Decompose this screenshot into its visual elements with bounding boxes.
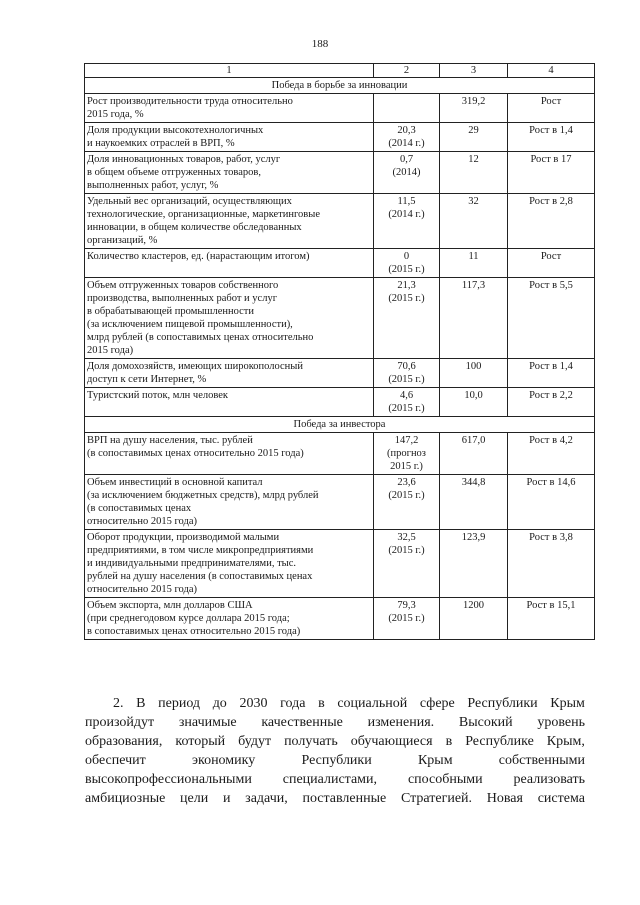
base-value-cell (374, 433, 440, 475)
indicator-name-line: в обрабатывающей промышленности (87, 306, 254, 317)
paragraph-word: в (445, 734, 453, 749)
indicator-name-line: 2015 года, % (87, 109, 144, 120)
indicator-name-cell (85, 194, 374, 249)
base-value-line: (2014 г.) (388, 209, 425, 220)
paragraph-word: Крым, (546, 734, 585, 749)
indicator-name-cell (85, 598, 374, 640)
table-row (85, 388, 595, 417)
indicator-name-line: рублей на душу населения (в сопоставимых ценах (87, 571, 313, 582)
change-cell: Рост (508, 94, 595, 123)
paragraph-word: сфере (419, 696, 455, 711)
change-cell: Рост в 4,2 (508, 433, 595, 475)
base-value-cell (374, 194, 440, 249)
paragraph-word: до (212, 696, 227, 711)
indicator-name-line: млрд рублей (в сопоставимых ценах относительно (87, 332, 314, 343)
paragraph-line (85, 713, 585, 732)
indicator-name-line: Объем отгруженных товаров собственного (87, 280, 279, 291)
target-value-cell: 117,3 (440, 278, 508, 359)
indicator-name-cell (85, 278, 374, 359)
section-title: Победа за инвестора (85, 417, 595, 433)
indicator-name-line: (за исключением бюджетных средств), млрд рублей (87, 490, 319, 501)
paragraph-line (85, 694, 585, 713)
indicator-name-cell (85, 123, 374, 152)
indicator-name-line: Объем инвестиций в основной капитал (87, 477, 263, 488)
indicator-name-line: доступ к сети Интернет, % (87, 374, 207, 385)
paragraph-word: обучающиеся (350, 734, 433, 749)
paragraph-word: 2030 (239, 696, 268, 711)
indicator-name-line: Туристский поток, млн человек (87, 390, 229, 401)
base-value-line: (2015 г.) (388, 613, 425, 624)
base-value-cell (374, 475, 440, 530)
paragraph-word: система (537, 791, 585, 806)
paragraph-word: В (136, 696, 146, 711)
paragraph-word: произойдут (85, 715, 155, 730)
change-cell: Рост в 5,5 (508, 278, 595, 359)
base-value-cell (374, 278, 440, 359)
paragraph-word: Крым (417, 753, 453, 768)
table-row (85, 278, 595, 359)
base-value-cell (374, 359, 440, 388)
paragraph-word: специалистами, (282, 772, 378, 787)
target-value-cell: 29 (440, 123, 508, 152)
base-value-cell (374, 249, 440, 278)
base-value-line: 21,3 (397, 280, 416, 291)
indicator-name-line: выполненных работ, услуг, % (87, 180, 219, 191)
paragraph-word: экономику (191, 753, 256, 768)
page-number: 188 (311, 38, 329, 50)
indicator-name-line: Доля домохозяйств, имеющих широкополосный (87, 361, 303, 372)
base-value-line: (2015 г.) (388, 545, 425, 556)
indicator-name-line: (в сопоставимых ценах относительно 2015 года) (87, 448, 304, 459)
paragraph-word: Новая (486, 791, 523, 806)
base-value-line: (2014) (392, 167, 421, 178)
paragraph-word: способными (407, 772, 483, 787)
paragraph-word: года (280, 696, 306, 711)
target-value-cell: 123,9 (440, 530, 508, 598)
indicator-name-line: инновации, в общем количестве обследованных (87, 222, 302, 233)
indicator-name-line: относительно 2015 года) (87, 584, 197, 595)
section-row (85, 417, 595, 433)
paragraph-word: собственными (498, 753, 585, 768)
paragraph-word: Крым (550, 696, 585, 711)
table-header-row (85, 64, 595, 78)
paragraph-word: Стратегией. (400, 791, 473, 806)
change-cell: Рост в 1,4 (508, 359, 595, 388)
paragraph-line (85, 732, 585, 751)
table-row (85, 530, 595, 598)
paragraph-word: период (158, 696, 201, 711)
paragraph-word: который (175, 734, 226, 749)
base-value-cell (374, 94, 440, 123)
indicator-name-line: организаций, % (87, 235, 158, 246)
target-value-cell: 10,0 (440, 388, 508, 417)
indicator-name-line: предприятиями, в том числе микропредприятиями (87, 545, 314, 556)
indicator-name-line: Количество кластеров, ед. (нарастающим итогом) (87, 251, 310, 262)
base-value-line: 2015 г.) (390, 461, 423, 472)
paragraph-word: качественные (261, 715, 343, 730)
indicator-name-line: (при среднегодовом курсе доллара 2015 года; (87, 613, 290, 624)
base-value-cell (374, 123, 440, 152)
base-value-line: 79,3 (397, 600, 416, 611)
target-value-cell: 344,8 (440, 475, 508, 530)
base-value-cell (374, 530, 440, 598)
base-value-line: 147,2 (394, 435, 419, 446)
base-value-line: 0,7 (399, 154, 414, 165)
target-value-cell: 617,0 (440, 433, 508, 475)
base-value-line: 4,6 (399, 390, 414, 401)
table-row (85, 123, 595, 152)
indicator-name-line: (в сопоставимых ценах (87, 503, 192, 514)
column-header: 1 (85, 64, 374, 78)
target-value-cell: 11 (440, 249, 508, 278)
paragraph-word: в (318, 696, 325, 711)
paragraph-word: социальной (337, 696, 408, 711)
target-value-cell: 319,2 (440, 94, 508, 123)
table-row (85, 598, 595, 640)
base-value-line: (прогноз (387, 448, 426, 459)
table-row (85, 433, 595, 475)
indicator-name-line: в общем объеме отгруженных товаров, (87, 167, 261, 178)
base-value-cell (374, 152, 440, 194)
section-row (85, 78, 595, 94)
base-value-line: (2015 г.) (388, 293, 425, 304)
indicator-name-line: Удельный вес организаций, осуществляющих (87, 196, 292, 207)
indicator-name-line: 2015 года) (87, 345, 134, 356)
base-value-line: 23,6 (397, 477, 416, 488)
target-value-cell: 1200 (440, 598, 508, 640)
base-value-cell (374, 388, 440, 417)
indicator-name-line: Рост производительности труда относительно (87, 96, 293, 107)
indicator-name-line: и индивидуальными предпринимателями, тыс. (87, 558, 297, 569)
table-row (85, 194, 595, 249)
paragraph-word: высокопрофессиональными (85, 772, 252, 787)
indicator-name-line: Доля инновационных товаров, работ, услуг (87, 154, 281, 165)
change-cell: Рост в 17 (508, 152, 595, 194)
paragraph-word: реализовать (513, 772, 585, 787)
paragraph-line (85, 751, 585, 770)
change-cell: Рост в 15,1 (508, 598, 595, 640)
table-row (85, 94, 595, 123)
paragraph-word: получать (284, 734, 338, 749)
body-paragraph (85, 694, 585, 808)
target-value-cell: 12 (440, 152, 508, 194)
paragraph-word: амбициозные (85, 791, 166, 806)
paragraph-word: изменения. (367, 715, 435, 730)
base-value-line: (2015 г.) (388, 490, 425, 501)
table-row (85, 359, 595, 388)
indicator-name-cell (85, 433, 374, 475)
change-cell: Рост в 1,4 (508, 123, 595, 152)
paragraph-line (85, 770, 585, 789)
change-cell: Рост в 2,8 (508, 194, 595, 249)
indicator-name-line: Доля продукции высокотехнологичных (87, 125, 264, 136)
indicator-name-line: ВРП на душу населения, тыс. рублей (87, 435, 253, 446)
base-value-line: (2014 г.) (388, 138, 425, 149)
paragraph-word: обеспечит (85, 753, 146, 768)
base-value-line: 32,5 (397, 532, 416, 543)
column-header: 2 (374, 64, 440, 78)
indicator-name-line: в сопоставимых ценах относительно 2015 года) (87, 626, 301, 637)
indicator-name-line: Оборот продукции, производимой малыми (87, 532, 280, 543)
indicator-name-cell (85, 388, 374, 417)
indicator-name-cell (85, 530, 374, 598)
indicator-name-line: технологические, организационные, маркетинговые (87, 209, 320, 220)
paragraph-word: поставленные (302, 791, 387, 806)
table-row (85, 249, 595, 278)
table-row (85, 475, 595, 530)
paragraph-word: цели (180, 791, 209, 806)
base-value-line: (2015 г.) (388, 264, 425, 275)
paragraph-word: задачи, (245, 791, 288, 806)
target-value-cell: 32 (440, 194, 508, 249)
paragraph-word: Республики (301, 753, 372, 768)
indicator-name-cell (85, 94, 374, 123)
table-row (85, 152, 595, 194)
paragraph-word: значимые (178, 715, 237, 730)
paragraph-word: и (222, 791, 231, 806)
base-value-line: (2015 г.) (388, 374, 425, 385)
indicator-name-cell (85, 249, 374, 278)
base-value-line: 11,5 (397, 196, 416, 207)
paragraph-word: будут (238, 734, 272, 749)
paragraph-word: Высокий (458, 715, 513, 730)
section-title: Победа в борьбе за инновации (85, 78, 595, 94)
change-cell: Рост в 14,6 (508, 475, 595, 530)
column-header: 3 (440, 64, 508, 78)
base-value-line: 0 (403, 251, 410, 262)
change-cell: Рост в 3,8 (508, 530, 595, 598)
paragraph-line (85, 789, 585, 808)
paragraph-word: уровень (537, 715, 585, 730)
indicator-name-line: Объем экспорта, млн долларов США (87, 600, 253, 611)
base-value-line: (2015 г.) (388, 403, 425, 414)
base-value-line: 20,3 (397, 125, 416, 136)
indicator-name-cell (85, 475, 374, 530)
base-value-line: 70,6 (397, 361, 416, 372)
column-header: 4 (508, 64, 595, 78)
paragraph-word: 2. (113, 696, 124, 711)
indicator-name-line: и наукоемких отраслей в ВРП, % (87, 138, 235, 149)
indicator-name-line: (за исключением пищевой промышленности), (87, 319, 293, 330)
base-value-cell (374, 598, 440, 640)
indicators-table (84, 63, 595, 640)
paragraph-word: образования, (85, 734, 163, 749)
indicator-name-line: относительно 2015 года) (87, 516, 197, 527)
target-value-cell: 100 (440, 359, 508, 388)
indicator-name-cell (85, 152, 374, 194)
indicator-name-cell (85, 359, 374, 388)
change-cell: Рост в 2,2 (508, 388, 595, 417)
change-cell: Рост (508, 249, 595, 278)
indicator-name-line: производства, выполненных работ и услуг (87, 293, 277, 304)
paragraph-word: Республике (465, 734, 534, 749)
paragraph-word: Республики (467, 696, 538, 711)
